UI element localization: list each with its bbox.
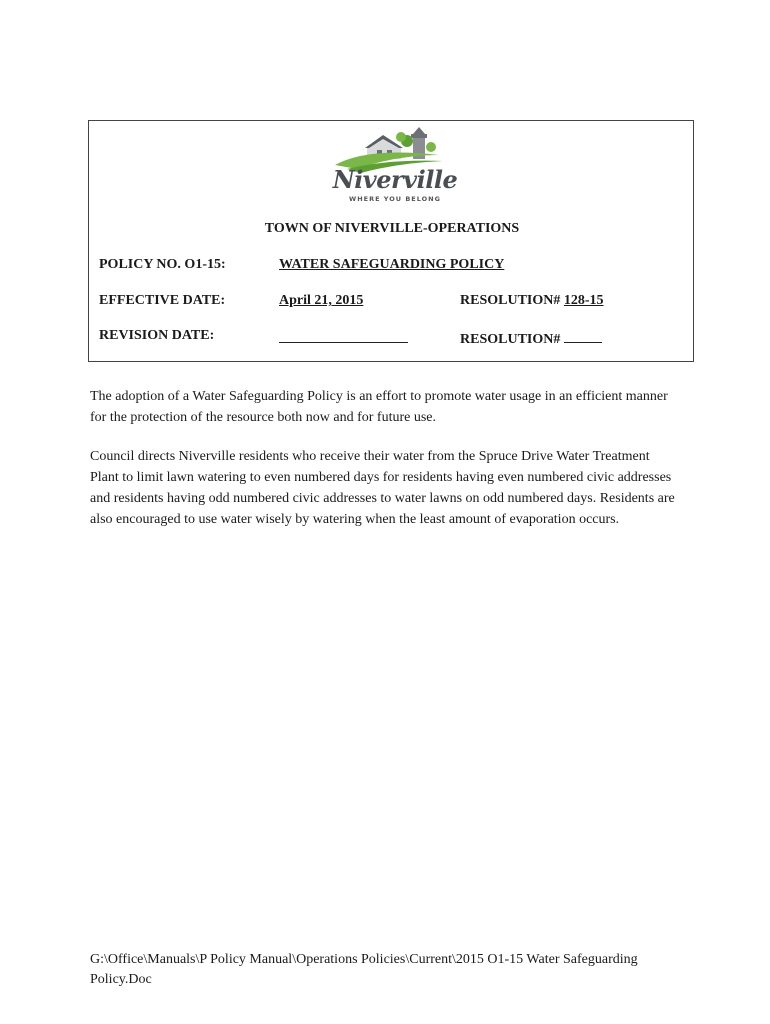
revision-resolution-field	[460, 328, 602, 348]
policy-header-box	[88, 120, 694, 362]
policy-name: WATER SAFEGUARDING POLICY	[279, 257, 505, 272]
resolution-number: 128-15	[563, 293, 604, 308]
revision-resolution-blank	[564, 328, 602, 343]
resolution-field	[460, 293, 604, 309]
logo-tagline: WHERE YOU BELONG	[349, 195, 441, 203]
effective-date-value: April 21, 2015	[279, 293, 364, 308]
resolution-label: RESOLUTION#	[460, 293, 561, 308]
logo-wordmark: Niverville	[332, 165, 458, 194]
revision-date-blank	[279, 328, 408, 348]
effective-date-label: EFFECTIVE DATE:	[99, 293, 226, 308]
paragraph-adoption: The adoption of a Water Safeguarding Policy is an effort to promote water usage in an efficient manner for the protection of the resource both now and for future use.	[90, 389, 668, 425]
policy-number-label: POLICY NO. O1-15:	[99, 257, 226, 272]
file-path-footer: G:\Office\Manuals\P Policy Manual\Operations Policies\Current\2015 O1-15 Water Safeguarding Policy.Doc	[90, 952, 638, 987]
revision-date-label: REVISION DATE:	[99, 328, 215, 343]
document-title: TOWN OF NIVERVILLE-OPERATIONS	[264, 221, 520, 236]
revision-resolution-label: RESOLUTION#	[460, 332, 561, 347]
paragraph-council-directive: Council directs Niverville residents who receive their water from the Spruce Drive Water Treatment Plant to limit lawn watering to even numbered days for residents having even numbered civic addresses and residents having odd numbered civic addresses to water lawns on odd numbered days. Residents are also encouraged to use water wisely by watering when the least amount of evaporation occurs.	[90, 449, 675, 527]
